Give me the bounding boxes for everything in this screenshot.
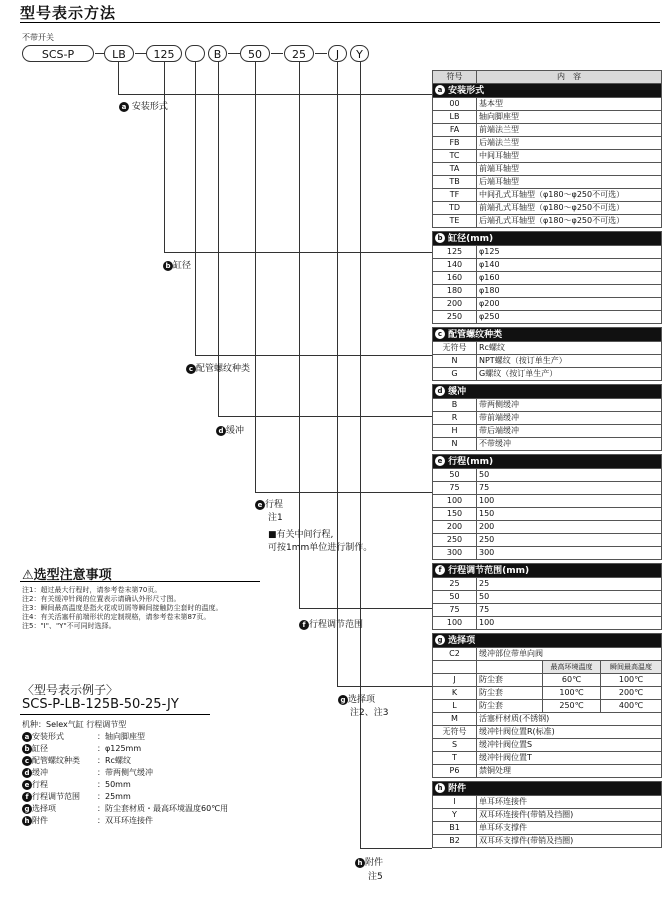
content-cell: 75 — [477, 604, 662, 617]
code-cell: 200 — [433, 298, 477, 311]
content-cell: G螺纹（按订单生产） — [477, 368, 662, 381]
content-cell: φ160 — [477, 272, 662, 285]
model-part-series: SCS-P — [22, 45, 94, 62]
example-item — [22, 803, 228, 815]
code-cell: L — [433, 700, 477, 713]
content-cell: 后端孔式耳轴型（φ180～φ250不可选） — [477, 215, 662, 228]
example-key: g 选择项 — [22, 803, 97, 815]
section-title: 行程(mm) — [445, 456, 494, 467]
example-item — [22, 815, 228, 827]
content-cell: 100 — [477, 495, 662, 508]
table-row — [433, 150, 662, 163]
example-key: f 行程调节范围 — [22, 791, 97, 803]
table-row — [433, 163, 662, 176]
example-value: ：带两侧气缓冲 — [97, 768, 153, 777]
table-row — [433, 298, 662, 311]
table-row — [433, 469, 662, 482]
branch-label-h: h 附件 — [355, 855, 383, 868]
content-cell: NPT螺纹（按订单生产） — [477, 355, 662, 368]
content-cell: 50 — [477, 591, 662, 604]
table-row — [433, 111, 662, 124]
code-cell: 125 — [433, 246, 477, 259]
content-cell: 150 — [477, 508, 662, 521]
section-header — [433, 232, 662, 246]
content-cell: 25 — [477, 578, 662, 591]
table-row — [433, 648, 662, 661]
branch-label-f: f 行程调节范围 — [299, 617, 363, 630]
temp-header: 瞬间最高温度 — [601, 661, 662, 674]
temp-value: 250℃ — [543, 700, 601, 713]
code-cell: 140 — [433, 259, 477, 272]
content-cell: 200 — [477, 521, 662, 534]
example-badge: c — [22, 756, 32, 766]
connector-h-h — [360, 848, 432, 849]
table-row — [433, 412, 662, 425]
caution-divider — [20, 581, 260, 582]
example-item — [22, 779, 228, 791]
table-row — [433, 713, 662, 726]
table-row — [433, 98, 662, 111]
branch-label-e: e 行程 — [255, 497, 283, 510]
content-cell: 前端法兰型 — [477, 124, 662, 137]
table-row — [433, 700, 662, 713]
content-cell: φ140 — [477, 259, 662, 272]
table-row — [433, 311, 662, 324]
example-divider — [20, 714, 210, 715]
section-header-row — [433, 328, 662, 342]
example-badge: d — [22, 768, 32, 778]
code-cell: S — [433, 739, 477, 752]
example-key: b 缸径 — [22, 743, 97, 755]
content-cell: 不带缓冲 — [477, 438, 662, 451]
code-cell: 180 — [433, 285, 477, 298]
connector-g — [337, 62, 338, 686]
table-row — [433, 547, 662, 560]
branch-note-e: 注1 — [268, 513, 283, 523]
code-cell: 75 — [433, 604, 477, 617]
code-cell: J — [433, 674, 477, 687]
table-row — [433, 399, 662, 412]
section-badge: g — [435, 635, 445, 645]
table-row — [433, 765, 662, 778]
section-title: 选择项 — [445, 635, 476, 646]
code-cell: 00 — [433, 98, 477, 111]
content-cell: 带前端缓冲 — [477, 412, 662, 425]
model-part-adjust: 25 — [284, 45, 314, 62]
connector-g-h — [337, 686, 432, 687]
table-row — [433, 124, 662, 137]
connector-a — [118, 62, 119, 94]
table-row — [433, 137, 662, 150]
section-header — [433, 634, 662, 648]
section-title: 缸径(mm) — [445, 233, 494, 244]
content-cell: 前端耳轴型 — [477, 163, 662, 176]
page-title: 型号表示方法 — [20, 4, 117, 22]
section-header-row — [433, 564, 662, 578]
table-row — [433, 342, 662, 355]
code-cell: M — [433, 713, 477, 726]
table-row — [433, 726, 662, 739]
example-value: ：双耳环连接件 — [97, 816, 153, 825]
content-cell: 中间耳轴型 — [477, 150, 662, 163]
content-cell: 50 — [477, 469, 662, 482]
example-item — [22, 767, 228, 779]
title-divider — [20, 22, 660, 23]
content-cell: 后端耳轴型 — [477, 176, 662, 189]
table-row — [433, 438, 662, 451]
table-row — [433, 246, 662, 259]
table-row — [433, 215, 662, 228]
no-switch-label: 不带开关 — [22, 33, 54, 42]
content-cell: 单耳环连接件 — [477, 796, 662, 809]
code-cell: TB — [433, 176, 477, 189]
content-cell: 100 — [477, 617, 662, 630]
content-cell: 防尘套 — [477, 687, 543, 700]
code-cell: 100 — [433, 617, 477, 630]
branch-label-a: a 安装形式 — [119, 99, 168, 112]
branch-note-g: 注2、注3 — [350, 708, 389, 718]
content-cell: 基本型 — [477, 98, 662, 111]
code-cell: 无符号 — [433, 726, 477, 739]
code-cell: FA — [433, 124, 477, 137]
temp-value: 60℃ — [543, 674, 601, 687]
table-row — [433, 822, 662, 835]
code-cell: 150 — [433, 508, 477, 521]
section-header — [433, 782, 662, 796]
example-badge: g — [22, 804, 32, 814]
code-cell: 200 — [433, 521, 477, 534]
example-title: 〈型号表示例子〉 — [22, 683, 119, 697]
connector-e — [255, 62, 256, 492]
content-cell: 缓冲部位带单向阀 — [477, 648, 662, 661]
table-row — [433, 739, 662, 752]
caution-notes — [22, 586, 222, 631]
code-cell: N — [433, 438, 477, 451]
model-part-cushion: B — [208, 45, 227, 62]
code-cell: 250 — [433, 311, 477, 324]
content-cell: Rc螺纹 — [477, 342, 662, 355]
header-content: 内 容 — [477, 71, 662, 84]
content-cell: 带后端缓冲 — [477, 425, 662, 438]
caution-note: 注4：有关活塞杆前端形状的定制规格，请参考卷末第87页。 — [22, 613, 211, 621]
code-cell: G — [433, 368, 477, 381]
section-header — [433, 455, 662, 469]
code-cell: 无符号 — [433, 342, 477, 355]
content-cell: 防尘套 — [477, 700, 543, 713]
temp-value: 400℃ — [601, 700, 662, 713]
content-cell: 双耳环连接件(带销及挡圈) — [477, 809, 662, 822]
code-cell: 25 — [433, 578, 477, 591]
code-cell: P6 — [433, 765, 477, 778]
header-code: 符号 — [433, 71, 477, 84]
code-cell: I — [433, 796, 477, 809]
connector-b-h — [164, 252, 432, 253]
example-key: d 缓冲 — [22, 767, 97, 779]
code-cell: 160 — [433, 272, 477, 285]
section-header-row — [433, 385, 662, 399]
example-key: h 附件 — [22, 815, 97, 827]
content-cell: 双耳环支撑件(带销及挡圈) — [477, 835, 662, 848]
content-cell: 带两侧缓冲 — [477, 399, 662, 412]
dash — [315, 53, 327, 54]
connector-e-h — [255, 492, 432, 493]
section-badge: d — [435, 386, 445, 396]
example-key: a 安装形式 — [22, 731, 97, 743]
code-cell: TD — [433, 202, 477, 215]
table-row — [433, 578, 662, 591]
section-badge: b — [435, 233, 445, 243]
table-row — [433, 285, 662, 298]
model-part-mounting: LB — [104, 45, 134, 62]
table-row — [433, 272, 662, 285]
code-cell: B — [433, 399, 477, 412]
code-cell: 75 — [433, 482, 477, 495]
example-item — [22, 791, 228, 803]
connector-b — [164, 62, 165, 252]
section-header-row — [433, 84, 662, 98]
caution-note: 注5："I"、"Y"不可同时选择。 — [22, 622, 116, 630]
section-header-row — [433, 782, 662, 796]
example-item — [22, 743, 228, 755]
example-item — [22, 731, 228, 743]
mid-stroke-note-1: ■有关中间行程, — [268, 530, 334, 540]
model-part-option: J — [328, 45, 347, 62]
content-cell: 前端孔式耳轴型（φ180～φ250不可选） — [477, 202, 662, 215]
table-row — [433, 687, 662, 700]
code-cell: T — [433, 752, 477, 765]
example-value: ：50mm — [97, 780, 131, 789]
content-cell: 禁铜处理 — [477, 765, 662, 778]
code-cell: B2 — [433, 835, 477, 848]
example-value: ：防尘套材质・最高环境温度60℃用 — [97, 804, 229, 813]
table-row — [433, 604, 662, 617]
table-row — [433, 368, 662, 381]
example-value: ：25mm — [97, 792, 131, 801]
table-row — [433, 189, 662, 202]
connector-a-h — [118, 94, 432, 95]
code-cell: 300 — [433, 547, 477, 560]
content-cell: 缓冲针阀位置S — [477, 739, 662, 752]
section-badge: f — [435, 565, 445, 575]
code-cell: C2 — [433, 648, 477, 661]
table-row — [433, 591, 662, 604]
section-header-row — [433, 455, 662, 469]
table-row — [433, 835, 662, 848]
table-row — [433, 176, 662, 189]
code-cell: Y — [433, 809, 477, 822]
content-cell — [477, 661, 543, 674]
caution-note: 注3：瞬间最高温度是指火花或切屑等瞬间接触防尘套时的温度。 — [22, 604, 223, 612]
code-cell — [433, 661, 477, 674]
section-header — [433, 328, 662, 342]
section-header — [433, 84, 662, 98]
section-title: 附件 — [445, 783, 467, 794]
code-cell: 50 — [433, 469, 477, 482]
code-cell: 100 — [433, 495, 477, 508]
content-cell: φ200 — [477, 298, 662, 311]
content-cell: 中间孔式耳轴型（φ180～φ250不可选） — [477, 189, 662, 202]
table-row — [433, 495, 662, 508]
spec-table — [432, 70, 662, 848]
code-cell: TC — [433, 150, 477, 163]
code-cell: TF — [433, 189, 477, 202]
branch-label-b: b 缸径 — [163, 258, 191, 271]
branch-label-d: d 缓冲 — [216, 423, 244, 436]
branch-label-c: c 配管螺纹种类 — [186, 361, 250, 374]
content-cell: 缓冲针阀位置R(标准) — [477, 726, 662, 739]
temp-header-row — [433, 661, 662, 674]
temp-header: 最高环境温度 — [543, 661, 601, 674]
dash — [135, 53, 146, 54]
connector-f-h — [299, 608, 432, 609]
example-code: SCS-P-LB-125B-50-25-JY — [22, 697, 179, 712]
example-key: c 配管螺纹种类 — [22, 755, 97, 767]
connector-c-h — [195, 355, 432, 356]
code-cell: 50 — [433, 591, 477, 604]
section-badge: e — [435, 456, 445, 466]
content-cell: φ125 — [477, 246, 662, 259]
section-header — [433, 385, 662, 399]
example-value: ：φ125mm — [97, 744, 142, 753]
code-cell: H — [433, 425, 477, 438]
section-badge: h — [435, 783, 445, 793]
table-row — [433, 752, 662, 765]
code-cell: 250 — [433, 534, 477, 547]
section-title: 配管螺纹种类 — [445, 329, 503, 340]
section-header-row — [433, 232, 662, 246]
table-row — [433, 674, 662, 687]
branch-note-h: 注5 — [368, 872, 383, 882]
table-header-row — [433, 71, 662, 84]
example-badge: b — [22, 744, 32, 754]
example-badge: e — [22, 780, 32, 790]
dash — [271, 53, 283, 54]
section-title: 行程调节范围(mm) — [445, 565, 530, 576]
model-part-stroke: 50 — [240, 45, 270, 62]
model-part-port — [185, 45, 205, 62]
content-cell: φ250 — [477, 311, 662, 324]
example-model: 机种：Selex气缸 行程调节型 — [22, 720, 127, 729]
code-cell: TA — [433, 163, 477, 176]
table-row — [433, 809, 662, 822]
code-cell: FB — [433, 137, 477, 150]
section-badge: a — [435, 85, 445, 95]
table-row — [433, 796, 662, 809]
model-part-bore: 125 — [146, 45, 182, 62]
section-header-row — [433, 634, 662, 648]
code-cell: TE — [433, 215, 477, 228]
code-cell: B1 — [433, 822, 477, 835]
warning-icon: ⚠ — [22, 568, 34, 583]
example-badge: a — [22, 732, 32, 742]
branch-label-g: g 选择项 — [338, 692, 375, 705]
section-badge: c — [435, 329, 445, 339]
example-badge: h — [22, 816, 32, 826]
connector-h — [360, 62, 361, 848]
caution-heading: ⚠选型注意事项 — [22, 568, 112, 583]
connector-d-h — [218, 416, 432, 417]
example-value: ：轴向脚座型 — [97, 732, 145, 741]
temp-value: 200℃ — [601, 687, 662, 700]
content-cell: 防尘套 — [477, 674, 543, 687]
caution-note: 注2：有关缓冲针阀的位置表示请确认外形尺寸图。 — [22, 595, 181, 603]
temp-value: 100℃ — [543, 687, 601, 700]
content-cell: 后端法兰型 — [477, 137, 662, 150]
mid-stroke-note-2: 可按1mm单位进行制作。 — [268, 543, 373, 553]
section-title: 安装形式 — [445, 85, 485, 96]
content-cell: φ180 — [477, 285, 662, 298]
section-header — [433, 564, 662, 578]
connector-c — [195, 62, 196, 355]
table-row — [433, 521, 662, 534]
code-cell: N — [433, 355, 477, 368]
code-cell: R — [433, 412, 477, 425]
code-cell: K — [433, 687, 477, 700]
content-cell: 75 — [477, 482, 662, 495]
dash — [95, 53, 104, 54]
table-row — [433, 259, 662, 272]
content-cell: 轴向脚座型 — [477, 111, 662, 124]
table-row — [433, 534, 662, 547]
table-row — [433, 355, 662, 368]
dash — [228, 53, 240, 54]
content-cell: 活塞杆材质(不锈钢) — [477, 713, 662, 726]
model-part-accessory: Y — [350, 45, 369, 62]
example-badge: f — [22, 792, 32, 802]
table-row — [433, 508, 662, 521]
table-row — [433, 202, 662, 215]
example-item — [22, 755, 228, 767]
content-cell: 单耳环支撑件 — [477, 822, 662, 835]
table-row — [433, 425, 662, 438]
content-cell: 300 — [477, 547, 662, 560]
example-list — [22, 719, 228, 827]
section-title: 缓冲 — [445, 386, 467, 397]
table-row — [433, 482, 662, 495]
code-cell: LB — [433, 111, 477, 124]
content-cell: 250 — [477, 534, 662, 547]
table-row — [433, 617, 662, 630]
caution-note: 注1：超过最大行程时，请参考卷末第70页。 — [22, 586, 162, 594]
content-cell: 缓冲针阀位置T — [477, 752, 662, 765]
temp-value: 100℃ — [601, 674, 662, 687]
example-value: ：Rc螺纹 — [97, 756, 131, 765]
example-key: e 行程 — [22, 779, 97, 791]
